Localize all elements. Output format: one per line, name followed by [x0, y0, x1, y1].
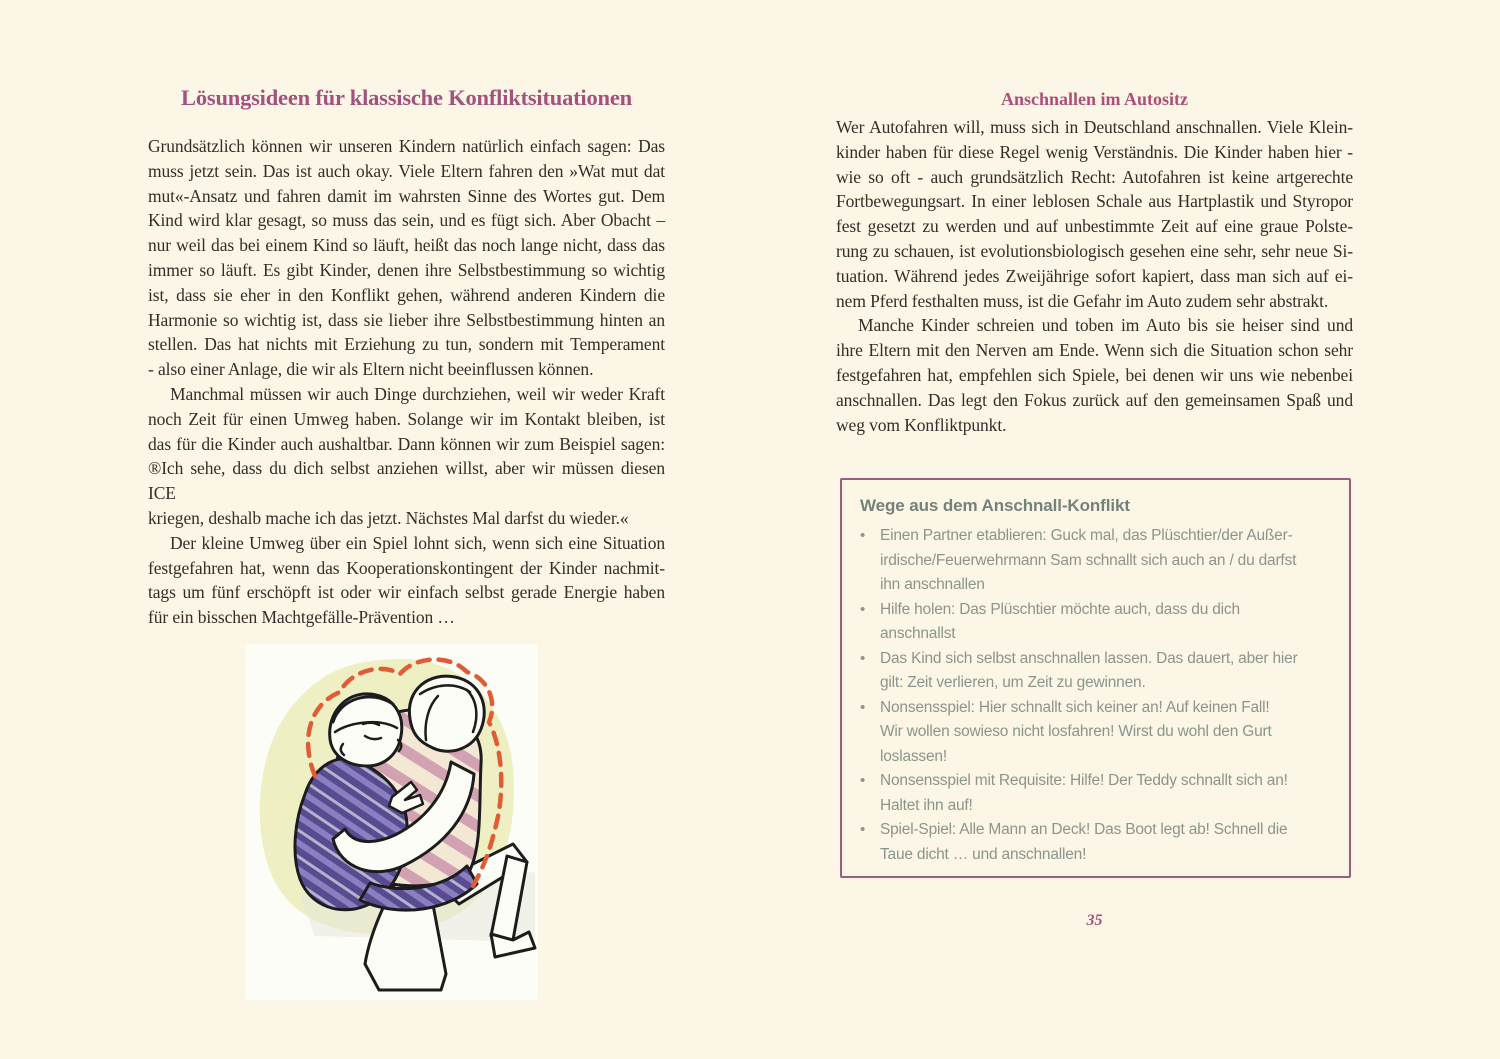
left-page-heading: Lösungsideen für klassische Konfliktsituationen [181, 85, 632, 110]
paragraph [148, 382, 665, 531]
text-line: Der kleine Umweg über ein Spiel lohnt sich, wenn sich eine Situation [170, 532, 665, 553]
text-line: Taue dicht … und anschnallen! [880, 845, 1087, 863]
text-line: ihre Eltern mit den Nerven am Ende. Wenn sich die Situation schon sehr [836, 340, 1353, 361]
paragraph [148, 531, 665, 630]
tip-bullet-item [860, 769, 1331, 818]
tip-bullet-item [860, 524, 1331, 598]
text-line: das für die Kinder auch aushaltbar. Dann können wir zum Beispiel sagen: [148, 433, 665, 454]
tip-box-bullets [860, 524, 1331, 867]
bullet-dot-icon: • [860, 698, 866, 716]
text-line: Einen Partner etablieren: Guck mal, das Plüschtier/der Außer- [880, 527, 1293, 544]
text-line: anschnallst [880, 625, 956, 642]
bullet-dot-icon: • [860, 649, 866, 667]
paragraph [836, 313, 1353, 437]
text-line: Hilfe holen: Das Plüschtier möchte auch, dass du dich [880, 600, 1240, 618]
bullet-text [880, 769, 1331, 818]
tip-bullet-item [860, 696, 1331, 770]
text-line: Harmonie so wichtig ist, dass sie lieber ihre Selbstbestimmung hinten an [148, 309, 665, 330]
text-line: für ein bisschen Machtgefälle-Prävention … [148, 607, 455, 628]
text-line: muss jetzt sein. Das ist auch okay. Viele Eltern fahren den »Wat mut dat [148, 160, 665, 181]
text-line: wie so oft - auch grundsätzlich Recht: Autofahren ist keine artgerechte [836, 166, 1353, 187]
text-line: tuation. Während jedes Zweijährige sofort kapiert, dass man sich auf ei- [836, 265, 1353, 286]
text-line: stellen. Das hat nichts mit Erziehung zu tun, sondern mit Temperament [148, 334, 665, 355]
text-line: Haltet ihn auf! [880, 796, 973, 814]
text-line: Wir wollen sowieso nicht losfahren! Wirst du wohl den Gurt [880, 723, 1272, 740]
page-number: 35 [1086, 912, 1103, 929]
bullet-text [880, 524, 1331, 598]
tip-bullet-item [860, 647, 1331, 696]
bullet-dot-icon: • [860, 600, 866, 618]
text-line: tags um fünf erschöpft ist oder wir einfach selbst gerade Energie haben [148, 582, 665, 603]
text-line: Grundsätzlich können wir unseren Kindern natürlich einfach sagen: Das [148, 136, 665, 156]
text-line: Nonsensspiel: Hier schnallt sich keiner an! Auf keinen Fall! [880, 698, 1270, 716]
text-line: weg vom Konfliktpunkt. [836, 414, 1007, 435]
text-line: Spiel-Spiel: Alle Mann an Deck! Das Boot legt ab! Schnell die [880, 821, 1288, 838]
paragraph [836, 115, 1353, 313]
bullet-text [880, 818, 1331, 867]
text-line: Wer Autofahren will, muss sich in Deutschland anschnallen. Viele Klein- [836, 117, 1353, 137]
text-line: Manche Kinder schreien und toben im Auto bis sie heiser sind und [858, 315, 1353, 336]
text-line: fest gesetzt zu werden und auf unbestimmte Zeit auf eine graue Polste- [836, 216, 1353, 237]
text-line: - also einer Anlage, die wir als Eltern nicht beeinflussen können. [148, 359, 594, 380]
text-line: ®Ich sehe, dass du dich selbst anziehen willst, aber wir müssen diesen ICE [148, 458, 665, 504]
text-line: rung zu schauen, ist evolutionsbiologisch gesehen eine sehr, sehr neue Si- [836, 240, 1353, 261]
bullet-text [880, 647, 1331, 696]
text-line: nur weil das bei einem Kind so läuft, heißt das noch lange nicht, dass das [148, 235, 665, 256]
text-line: mut«-Ansatz und fahren damit im wahrsten Sinne des Wortes gut. Dem [148, 185, 665, 206]
hug-illustration-drawing [245, 644, 538, 1000]
text-line: ihn anschnallen [880, 576, 985, 593]
right-page-heading: Anschnallen im Autositz [1000, 89, 1189, 109]
text-line: irdische/Feuerwehrmann Sam schnallt sich auch an / du darfst [880, 551, 1297, 569]
text-line: immer so läuft. Es gibt Kinder, denen ihre Selbstbestimmung so wichtig [148, 259, 665, 280]
text-line: Nonsensspiel mit Requisite: Hilfe! Der Teddy schnallt sich an! [880, 772, 1288, 789]
text-line: kriegen, deshalb mache ich das jetzt. Nächstes Mal darfst du wieder.« [148, 507, 629, 528]
text-line: festgefahren hat, empfehlen sich Spiele, bei denen wir uns wie nebenbei [836, 364, 1353, 385]
text-line: kinder haben für diese Regel wenig Verständnis. Die Kinder haben hier - [836, 141, 1353, 162]
text-line: gilt: Zeit verlieren, um Zeit zu gewinnen. [880, 674, 1146, 691]
left-page-body [148, 134, 665, 630]
bullet-text [880, 598, 1331, 647]
text-line: nem Pferd festhalten muss, ist die Gefahr im Auto zudem sehr abstrakt. [836, 290, 1329, 311]
tip-bullet-item [860, 598, 1331, 647]
bullet-text [880, 696, 1331, 770]
text-line: Kind wird klar gesagt, so muss das sein, und es fügt sich. Aber Obacht – [148, 210, 665, 231]
tip-box-title: Wege aus dem Anschnall-Konflikt [860, 496, 1130, 515]
left-page [148, 84, 665, 630]
text-line: noch Zeit für einen Umweg haben. Solange wir im Kontakt bleiben, ist [148, 408, 665, 429]
tip-box [840, 478, 1351, 878]
text-line: loslassen! [880, 747, 947, 765]
text-line: Das Kind sich selbst anschnallen lassen. Das dauert, aber hier [880, 649, 1298, 667]
text-line: ist, dass sie eher in den Konflikt gehen, während anderen Kindern die [148, 284, 665, 305]
text-line: festgefahren hat, wenn das Kooperationskontingent der Kinder nachmit- [148, 557, 665, 578]
text-line: anschnallen. Das legt den Fokus zurück auf den gemeinsamen Spaß und [836, 389, 1353, 410]
bullet-dot-icon: • [860, 772, 866, 789]
text-line: Manchmal müssen wir auch Dinge durchziehen, weil wir weder Kraft [170, 383, 665, 404]
tip-bullet-item [860, 818, 1331, 867]
right-page [836, 88, 1353, 437]
bullet-dot-icon: • [860, 527, 866, 544]
right-page-body [836, 115, 1353, 437]
hug-illustration [245, 644, 538, 1000]
text-line: Fortbewegungsart. In einer leblosen Schale aus Hartplastik und Styropor [836, 191, 1353, 212]
paragraph [148, 134, 665, 382]
bullet-dot-icon: • [860, 821, 866, 838]
